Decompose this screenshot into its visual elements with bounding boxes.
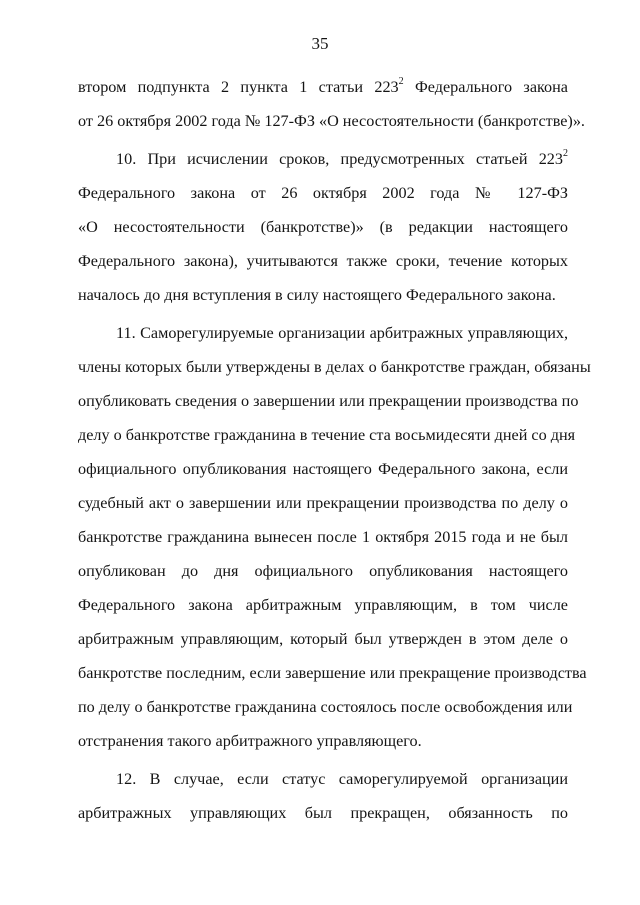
text-line: члены которых были утверждены в делах о банкротстве граждан, обязаны (78, 358, 591, 376)
text-line: Федерального закона от 26 октября 2002 года № 127-ФЗ (78, 184, 568, 202)
text-line: от 26 октября 2002 года № 127-ФЗ «О несостоятельности (банкротстве)». (78, 112, 585, 130)
text-line: втором подпункта 2 пункта 1 статьи $223^2$ Федерального закона (78, 75, 568, 96)
text-line: опубликован до дня официального опубликования настоящего (78, 562, 568, 580)
document-body (78, 70, 591, 830)
paragraph-11 (78, 316, 591, 758)
text-line: «О несостоятельности (банкротстве)» (в редакции настоящего (78, 218, 568, 236)
text-line: банкротстве последним, если завершение или прекращение производства (78, 664, 587, 682)
text-line: Федерального закона арбитражным управляющим, в том числе (78, 596, 568, 614)
text-line: 12. В случае, если статус саморегулируемой организации (116, 770, 568, 788)
text-line: началось до дня вступления в силу настоящего Федерального закона. (78, 286, 556, 304)
paragraph-continuation (78, 70, 585, 138)
superscript: 2 (563, 147, 568, 159)
text-line: официального опубликования настоящего Федерального закона, если (78, 460, 568, 478)
text-line: арбитражных управляющих был прекращен, обязанность по (78, 804, 568, 822)
text-line: 10. При исчислении сроков, предусмотренных статьей $223^2$ (116, 147, 568, 168)
text-line: отстранения такого арбитражного управляющего. (78, 732, 422, 750)
text-line: опубликовать сведения о завершении или прекращении производства по (78, 392, 579, 410)
text-line: делу о банкротстве гражданина в течение ста восьмидесяти дней со дня (78, 426, 576, 444)
text-line: арбитражным управляющим, который был утвержден в этом деле о (78, 630, 568, 648)
page-number: 35 (311, 34, 329, 53)
text-line: по делу о банкротстве гражданина состоялось после освобождения или (78, 698, 573, 716)
text-line: 11. Саморегулируемые организации арбитражных управляющих, (116, 324, 568, 342)
text-line: Федерального закона), учитываются также сроки, течение которых (78, 252, 568, 270)
paragraph-10 (78, 142, 568, 312)
superscript: 2 (398, 75, 404, 87)
text-line: судебный акт о завершении или прекращении производства по делу о (78, 494, 568, 512)
paragraph-12 (78, 762, 568, 830)
text-line: банкротстве гражданина вынесен после 1 октября 2015 года и не был (78, 528, 568, 546)
